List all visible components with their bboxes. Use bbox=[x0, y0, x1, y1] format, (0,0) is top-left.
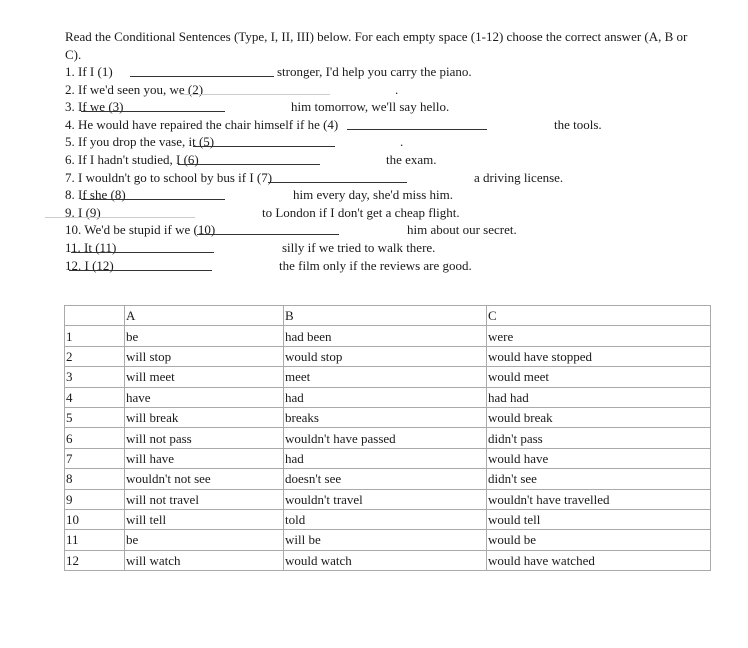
row-number: 6 bbox=[65, 428, 125, 448]
option-cell: will be bbox=[284, 530, 487, 550]
sentence-suffix: to London if I don't get a cheap flight. bbox=[262, 204, 460, 220]
option-cell: will not travel bbox=[125, 489, 284, 509]
option-cell: would have stopped bbox=[487, 346, 711, 366]
option-cell: breaks bbox=[284, 407, 487, 427]
sentence-prefix: 11. It (11) bbox=[65, 240, 117, 255]
sentence-suffix: stronger, I'd help you carry the piano. bbox=[277, 64, 472, 79]
sentence-prefix: 4. He would have repaired the chair himself if he (4) bbox=[65, 116, 339, 132]
option-cell: be bbox=[125, 326, 284, 346]
option-cell: will have bbox=[125, 448, 284, 468]
option-cell: told bbox=[284, 509, 487, 529]
option-cell: will break bbox=[125, 407, 284, 427]
sentence-4 bbox=[65, 116, 602, 133]
sentence-suffix: . bbox=[395, 81, 399, 97]
sentence-prefix: 3. If we (3) bbox=[65, 99, 124, 115]
sentence-7 bbox=[65, 169, 564, 186]
answer-blank[interactable] bbox=[69, 257, 212, 271]
option-cell: would break bbox=[487, 407, 711, 427]
sentence-suffix: the exam. bbox=[386, 152, 437, 167]
option-cell: didn't pass bbox=[487, 428, 711, 448]
table-row bbox=[65, 469, 711, 489]
row-number: 9 bbox=[65, 489, 125, 509]
option-cell: had been bbox=[284, 326, 487, 346]
sentence-suffix: . bbox=[400, 134, 404, 150]
answer-blank[interactable] bbox=[81, 98, 225, 112]
row-number: 8 bbox=[65, 469, 125, 489]
row-number: 11 bbox=[65, 530, 125, 550]
answer-blank[interactable] bbox=[347, 116, 487, 130]
instructions: Read the Conditional Sentences (Type, I, II, III) below. For each empty space (1-12) choose the correct answer (A, B or C). bbox=[65, 29, 688, 62]
table-row bbox=[65, 489, 711, 509]
option-cell: would stop bbox=[284, 346, 487, 366]
option-cell: be bbox=[125, 530, 284, 550]
sentence-8 bbox=[65, 186, 454, 203]
sentence-11 bbox=[65, 239, 436, 256]
option-cell: have bbox=[125, 387, 284, 407]
sentence-suffix: the tools. bbox=[554, 116, 602, 132]
answer-blank[interactable] bbox=[130, 63, 274, 77]
row-number: 4 bbox=[65, 387, 125, 407]
option-cell: will stop bbox=[125, 346, 284, 366]
option-cell: will watch bbox=[125, 550, 284, 570]
sentence-2 bbox=[65, 81, 399, 98]
header-cell: B bbox=[284, 306, 487, 326]
option-cell: were bbox=[487, 326, 711, 346]
sentence-1 bbox=[65, 63, 472, 80]
answer-blank[interactable] bbox=[71, 239, 214, 253]
row-number: 7 bbox=[65, 448, 125, 468]
row-number: 12 bbox=[65, 550, 125, 570]
answer-table bbox=[64, 305, 711, 571]
table-row bbox=[65, 550, 711, 570]
table-row bbox=[65, 448, 711, 468]
sentence-9 bbox=[65, 204, 460, 221]
sentence-suffix: him about our secret. bbox=[407, 222, 517, 238]
option-cell: would tell bbox=[487, 509, 711, 529]
row-number: 1 bbox=[65, 326, 125, 346]
row-number: 2 bbox=[65, 346, 125, 366]
table-row bbox=[65, 346, 711, 366]
sentence-5 bbox=[65, 133, 404, 150]
table-row bbox=[65, 509, 711, 529]
option-cell: wouldn't have travelled bbox=[487, 489, 711, 509]
sentence-suffix: a driving license. bbox=[474, 169, 564, 185]
sentence-prefix: 1. If I (1) bbox=[65, 64, 113, 79]
sentence-suffix: silly if we tried to walk there. bbox=[282, 240, 436, 255]
option-cell: doesn't see bbox=[284, 469, 487, 489]
sentence-prefix: 8. If she (8) bbox=[65, 187, 126, 203]
sentence-6 bbox=[65, 151, 437, 168]
option-cell: had bbox=[284, 387, 487, 407]
option-cell: had bbox=[284, 448, 487, 468]
answer-blank[interactable] bbox=[193, 133, 335, 147]
sentence-prefix: 5. If you drop the vase, it (5) bbox=[65, 134, 215, 150]
option-cell: would meet bbox=[487, 367, 711, 387]
table-row bbox=[65, 387, 711, 407]
sentence-prefix: 12. I (12) bbox=[65, 257, 114, 273]
answer-blank[interactable] bbox=[81, 186, 225, 200]
sentence-10 bbox=[65, 221, 517, 238]
option-cell: would watch bbox=[284, 550, 487, 570]
header-cell: C bbox=[487, 306, 711, 326]
answer-blank[interactable] bbox=[180, 81, 330, 95]
option-cell: will not pass bbox=[125, 428, 284, 448]
option-cell: wouldn't travel bbox=[284, 489, 487, 509]
table-row bbox=[65, 367, 711, 387]
sentence-prefix: 2. If we'd seen you, we (2) bbox=[65, 81, 204, 97]
header-cell: A bbox=[125, 306, 284, 326]
option-cell: would have bbox=[487, 448, 711, 468]
sentence-suffix: him every day, she'd miss him. bbox=[293, 187, 454, 203]
option-cell: would have watched bbox=[487, 550, 711, 570]
option-cell: didn't see bbox=[487, 469, 711, 489]
sentence-3 bbox=[65, 98, 450, 115]
answer-blank[interactable] bbox=[178, 151, 320, 165]
sentence-prefix: 6. If I hadn't studied, I (6) bbox=[65, 152, 199, 167]
table-row bbox=[65, 407, 711, 427]
table-row bbox=[65, 326, 711, 346]
header-cell bbox=[65, 306, 125, 326]
answer-blank[interactable] bbox=[197, 221, 339, 235]
sentence-prefix: 7. I wouldn't go to school by bus if I (7) bbox=[65, 169, 273, 185]
option-cell: had had bbox=[487, 387, 711, 407]
table-row bbox=[65, 530, 711, 550]
option-cell: would be bbox=[487, 530, 711, 550]
option-cell: will tell bbox=[125, 509, 284, 529]
option-cell: meet bbox=[284, 367, 487, 387]
row-number: 3 bbox=[65, 367, 125, 387]
sentence-prefix: 9. I (9) bbox=[65, 204, 101, 220]
option-cell: will meet bbox=[125, 367, 284, 387]
sentence-12 bbox=[65, 257, 472, 274]
table-header bbox=[65, 306, 711, 326]
answer-blank[interactable] bbox=[268, 169, 407, 183]
table-row bbox=[65, 428, 711, 448]
answer-blank[interactable] bbox=[45, 204, 195, 218]
option-cell: wouldn't not see bbox=[125, 469, 284, 489]
sentence-suffix: the film only if the reviews are good. bbox=[279, 257, 472, 273]
option-cell: wouldn't have passed bbox=[284, 428, 487, 448]
sentence-prefix: 10. We'd be stupid if we (10) bbox=[65, 222, 216, 238]
sentence-suffix: him tomorrow, we'll say hello. bbox=[291, 99, 450, 115]
row-number: 5 bbox=[65, 407, 125, 427]
row-number: 10 bbox=[65, 509, 125, 529]
